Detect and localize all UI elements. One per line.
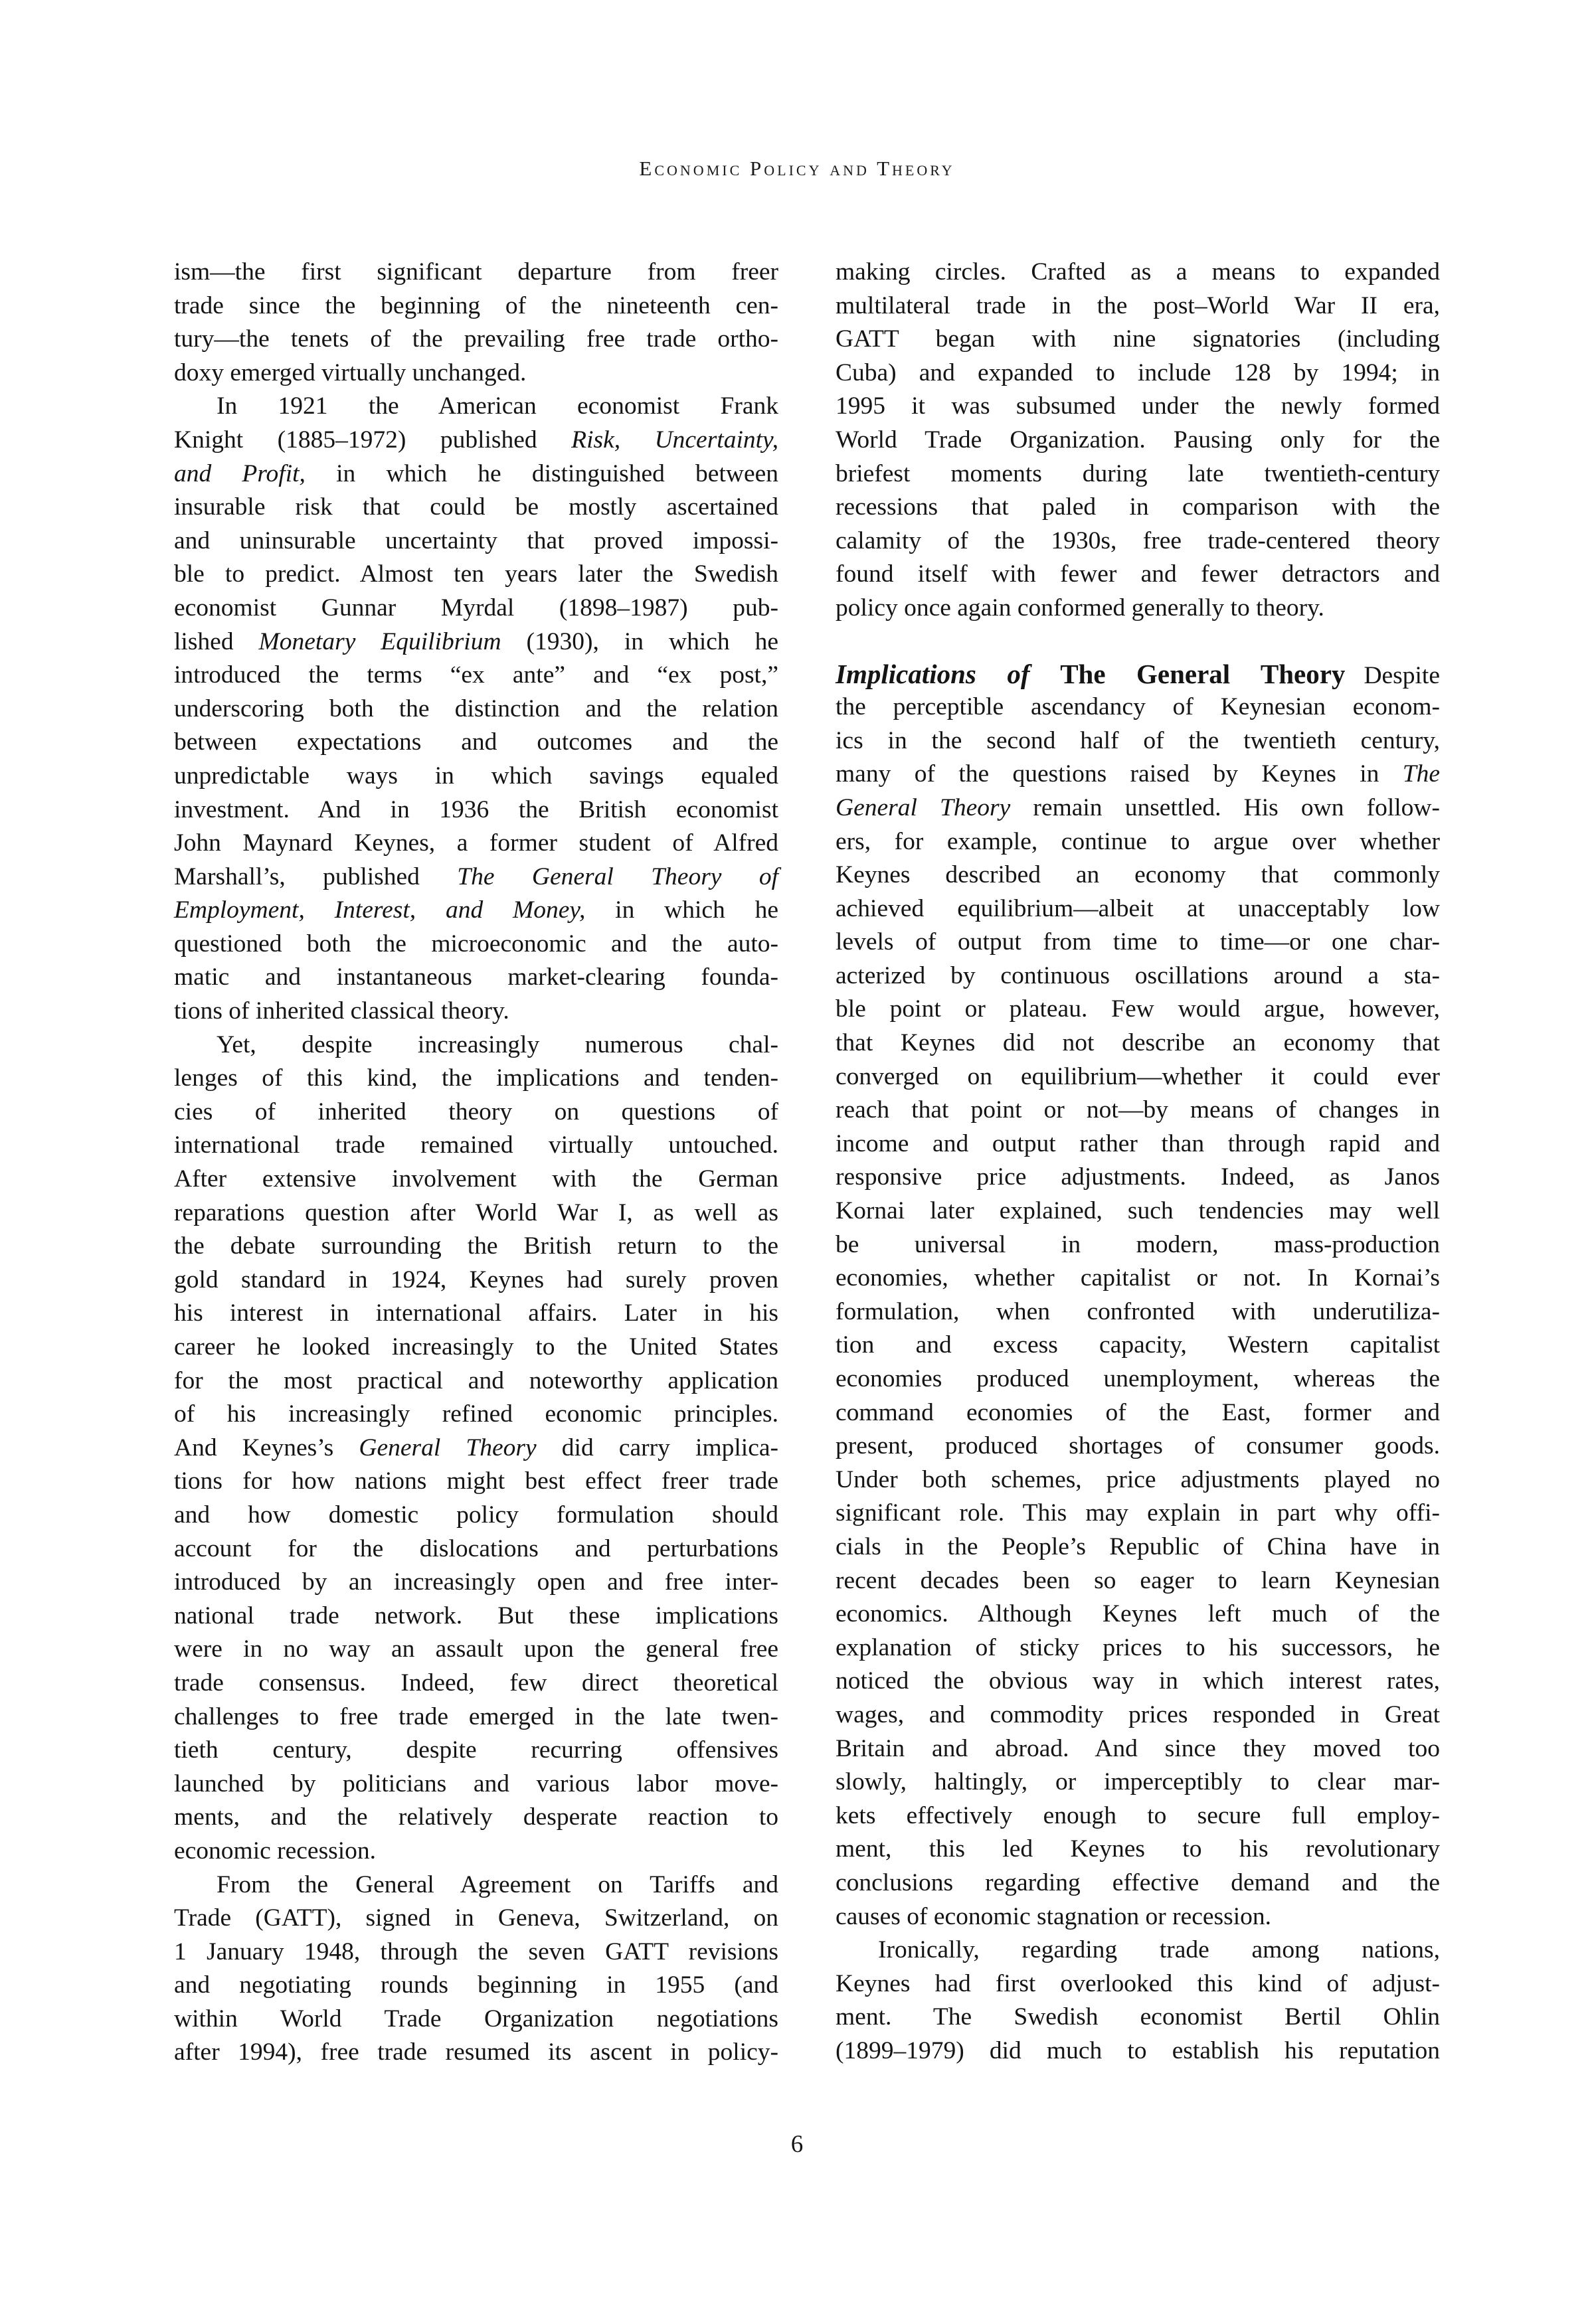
text-line: introduced by an increasingly open and free inter- (174, 1568, 778, 1596)
text-line: making circles. Crafted as a means to expanded (836, 258, 1440, 286)
italic-title: and Profit, (174, 459, 306, 487)
text-line: tury—the tenets of the prevailing free trade ortho- (174, 325, 778, 353)
text-line: Britain and abroad. And since they moved too (836, 1734, 1440, 1762)
text-line: and uninsurable uncertainty that proved impossi- (174, 527, 778, 554)
text-line (836, 758, 1440, 791)
text-line: recessions that paled in comparison with the (836, 493, 1440, 521)
text-line: In 1921 the American economist Frank (217, 392, 778, 420)
text-line: insurable risk that could be mostly ascertained (174, 493, 778, 521)
text-line: career he looked increasingly to the United States (174, 1333, 778, 1361)
text-line: 1 January 1948, through the seven GATT revisions (174, 1938, 778, 1965)
text-line: between expectations and outcomes and the (174, 728, 778, 756)
text-line: economies, whether capitalist or not. In Kornai’s (836, 1264, 1440, 1292)
text-line: doxy emerged virtually unchanged. (174, 359, 527, 386)
text-line: underscoring both the distinction and the relation (174, 695, 778, 722)
text-line: ble point or plateau. Few would argue, however, (836, 995, 1440, 1023)
text-line (174, 457, 778, 491)
text-line: achieved equilibrium—albeit at unacceptably low (836, 894, 1440, 922)
text-line: that Keynes did not describe an economy that (836, 1029, 1440, 1057)
text-line: reparations question after World War I, as well as (174, 1199, 778, 1226)
text-line: the perceptible ascendancy of Keynesian econom- (836, 693, 1440, 721)
text-line: Keynes had first overlooked this kind of adjust- (836, 1969, 1440, 1997)
text-line: within World Trade Organization negotiations (174, 2005, 778, 2033)
text-line: explanation of sticky prices to his successors, he (836, 1633, 1440, 1661)
text-line: cies of inherited theory on questions of (174, 1098, 778, 1125)
text-line: responsive price adjustments. Indeed, as Janos (836, 1163, 1440, 1191)
text-line: questioned both the microeconomic and the auto- (174, 930, 778, 957)
text-line: ism—the first significant departure from freer (174, 258, 778, 286)
running-head: Economic Policy and Theory (639, 157, 955, 180)
text-line: Yet, despite increasingly numerous chal- (217, 1031, 778, 1058)
text-line: tions for how nations might best effect freer trade (174, 1467, 778, 1495)
section-heading-italic: Implications of (836, 658, 1030, 689)
text-line: policy once again conformed generally to theory. (836, 594, 1324, 622)
page-number: 6 (790, 2131, 804, 2158)
text-line: recent decades been so eager to learn Keynesian (836, 1566, 1440, 1594)
text-line: tieth century, despite recurring offensives (174, 1736, 778, 1764)
text-run: in which he (585, 896, 778, 924)
text-line: lenges of this kind, the implications and tenden- (174, 1064, 778, 1092)
text-line: slowly, haltingly, or imperceptibly to clear mar- (836, 1768, 1440, 1796)
text-line: multilateral trade in the post–World War II era, (836, 291, 1440, 319)
text-line: ers, for example, continue to argue over whether (836, 827, 1440, 855)
text-line: ble to predict. Almost ten years later the Swedish (174, 560, 778, 588)
text-line: found itself with fewer and fewer detractors and (836, 560, 1440, 588)
text-line (174, 894, 778, 928)
right-column-intro (836, 256, 1440, 625)
text-line: account for the dislocations and perturbations (174, 1535, 778, 1562)
section-gap (836, 625, 1440, 657)
text-line: national trade network. But these implications (174, 1602, 778, 1629)
text-line: economist Gunnar Myrdal (1898–1987) pub- (174, 594, 778, 622)
italic-title: General Theory (359, 1434, 537, 1461)
text-line: levels of output from time to time—or one char- (836, 928, 1440, 956)
section-heading-line (836, 657, 1440, 691)
text-line: investment. And in 1936 the British economist (174, 795, 778, 823)
text-line: significant role. This may explain in part why offi- (836, 1499, 1440, 1527)
italic-title: Monetary Equilibrium (258, 627, 501, 655)
text-line (174, 861, 778, 894)
text-line (836, 791, 1440, 825)
text-line: briefest moments during late twentieth-century (836, 459, 1440, 487)
italic-title: The General Theory of (457, 863, 778, 890)
text-line: causes of economic stagnation or recession. (836, 1902, 1272, 1930)
text-line: cials in the People’s Republic of China have in (836, 1533, 1440, 1560)
text-run: in which he distinguished between (305, 459, 778, 487)
text-line: international trade remained virtually untouched. (174, 1131, 778, 1159)
right-column-body (836, 691, 1440, 2068)
text-run: many of the questions raised by Keynes in (836, 760, 1403, 788)
italic-title: Risk, Uncertainty, (571, 426, 778, 454)
text-run: (1930), in which he (501, 627, 778, 655)
text-line: noticed the obvious way in which interest rates, (836, 1667, 1440, 1695)
italic-title: General Theory (836, 793, 1011, 821)
text-line: John Maynard Keynes, a former student of Alfred (174, 829, 778, 857)
text-run: And Keynes’s (174, 1434, 359, 1461)
text-line: tions of inherited classical theory. (174, 997, 509, 1025)
text-line: after 1994), free trade resumed its ascent in policy- (174, 2038, 778, 2066)
text-line: Under both schemes, price adjustments played no (836, 1465, 1440, 1493)
text-line: introduced the terms “ex ante” and “ex post,” (174, 661, 778, 689)
text-line (174, 625, 778, 659)
text-line: economics. Although Keynes left much of the (836, 1600, 1440, 1628)
text-line: Keynes described an economy that commonly (836, 861, 1440, 889)
text-line: kets effectively enough to secure full employ- (836, 1801, 1440, 1829)
left-column (174, 256, 778, 2070)
text-line: the debate surrounding the British return to the (174, 1232, 778, 1260)
text-line: trade since the beginning of the nineteenth cen- (174, 291, 778, 319)
italic-title: The (1402, 760, 1440, 788)
text-line: World Trade Organization. Pausing only for the (836, 426, 1440, 454)
section-heading (836, 659, 1345, 689)
text-run: did carry implica- (536, 1434, 779, 1461)
text-line: tion and excess capacity, Western capitalist (836, 1331, 1440, 1359)
text-line: of his increasingly refined economic principles. (174, 1400, 778, 1428)
text-line: economies produced unemployment, whereas the (836, 1365, 1440, 1392)
text-line: wages, and commodity prices responded in Great (836, 1701, 1440, 1728)
text-line: matic and instantaneous market-clearing founda- (174, 963, 778, 991)
text-line (174, 1432, 778, 1465)
text-line: unpredictable ways in which savings equaled (174, 762, 778, 789)
text-line: be universal in modern, mass-production (836, 1230, 1440, 1258)
text-line: Kornai later explained, such tendencies may well (836, 1197, 1440, 1225)
text-line: calamity of the 1930s, free trade-centered theory (836, 527, 1440, 554)
text-line: gold standard in 1924, Keynes had surely proven (174, 1266, 778, 1293)
text-line: Cuba) and expanded to include 128 by 1994; in (836, 359, 1440, 386)
text-line: GATT began with nine signatories (including (836, 325, 1440, 353)
text-line: were in no way an assault upon the general free (174, 1635, 778, 1663)
text-line: launched by politicians and various labor move- (174, 1770, 778, 1797)
text-line: ics in the second half of the twentieth century, (836, 726, 1440, 754)
text-line: After extensive involvement with the German (174, 1165, 778, 1193)
text-line: ment, this led Keynes to his revolutionary (836, 1835, 1440, 1863)
text-line: his interest in international affairs. Later in his (174, 1299, 778, 1327)
section-heading-title: The General Theory (1029, 658, 1346, 689)
text-line: and negotiating rounds beginning in 1955 (and (174, 1971, 778, 1999)
text-line: and how domestic policy formulation should (174, 1501, 778, 1529)
text-line: converged on equilibrium—whether it could ever (836, 1062, 1440, 1090)
text-line: acterized by continuous oscillations around a sta- (836, 961, 1440, 989)
text-line: income and output rather than through rapid and (836, 1129, 1440, 1157)
text-run: Marshall’s, published (174, 863, 458, 890)
text-line: present, produced shortages of consumer goods. (836, 1432, 1440, 1460)
text-line: ment. The Swedish economist Bertil Ohlin (836, 2003, 1440, 2031)
text-line: ments, and the relatively desperate reaction to (174, 1803, 778, 1831)
text-line: (1899–1979) did much to establish his reputation (836, 2036, 1440, 2064)
section-run-in-text: Despite (1364, 661, 1440, 689)
italic-title: Employment, Interest, and Money, (174, 896, 586, 924)
text-run: Knight (1885–1972) published (174, 426, 572, 454)
text-line: From the General Agreement on Tariffs and (217, 1870, 778, 1898)
right-column (836, 256, 1440, 2068)
text-line: conclusions regarding effective demand and the (836, 1868, 1440, 1896)
text-line: Ironically, regarding trade among nations, (878, 1936, 1440, 1964)
text-line: economic recession. (174, 1837, 377, 1865)
text-line: for the most practical and noteworthy application (174, 1367, 778, 1394)
text-line: formulation, when confronted with underutiliza- (836, 1297, 1440, 1325)
text-line: 1995 it was subsumed under the newly formed (836, 392, 1440, 420)
text-line: reach that point or not—by means of changes in (836, 1096, 1440, 1124)
text-line: trade consensus. Indeed, few direct theoretical (174, 1669, 778, 1697)
text-run: remain unsettled. His own follow- (1010, 793, 1440, 821)
text-line: Trade (GATT), signed in Geneva, Switzerland, on (174, 1904, 778, 1932)
text-line: command economies of the East, former and (836, 1398, 1440, 1426)
text-line: challenges to free trade emerged in the late twen- (174, 1702, 778, 1730)
text-line (174, 424, 778, 457)
text-run: lished (174, 627, 259, 655)
